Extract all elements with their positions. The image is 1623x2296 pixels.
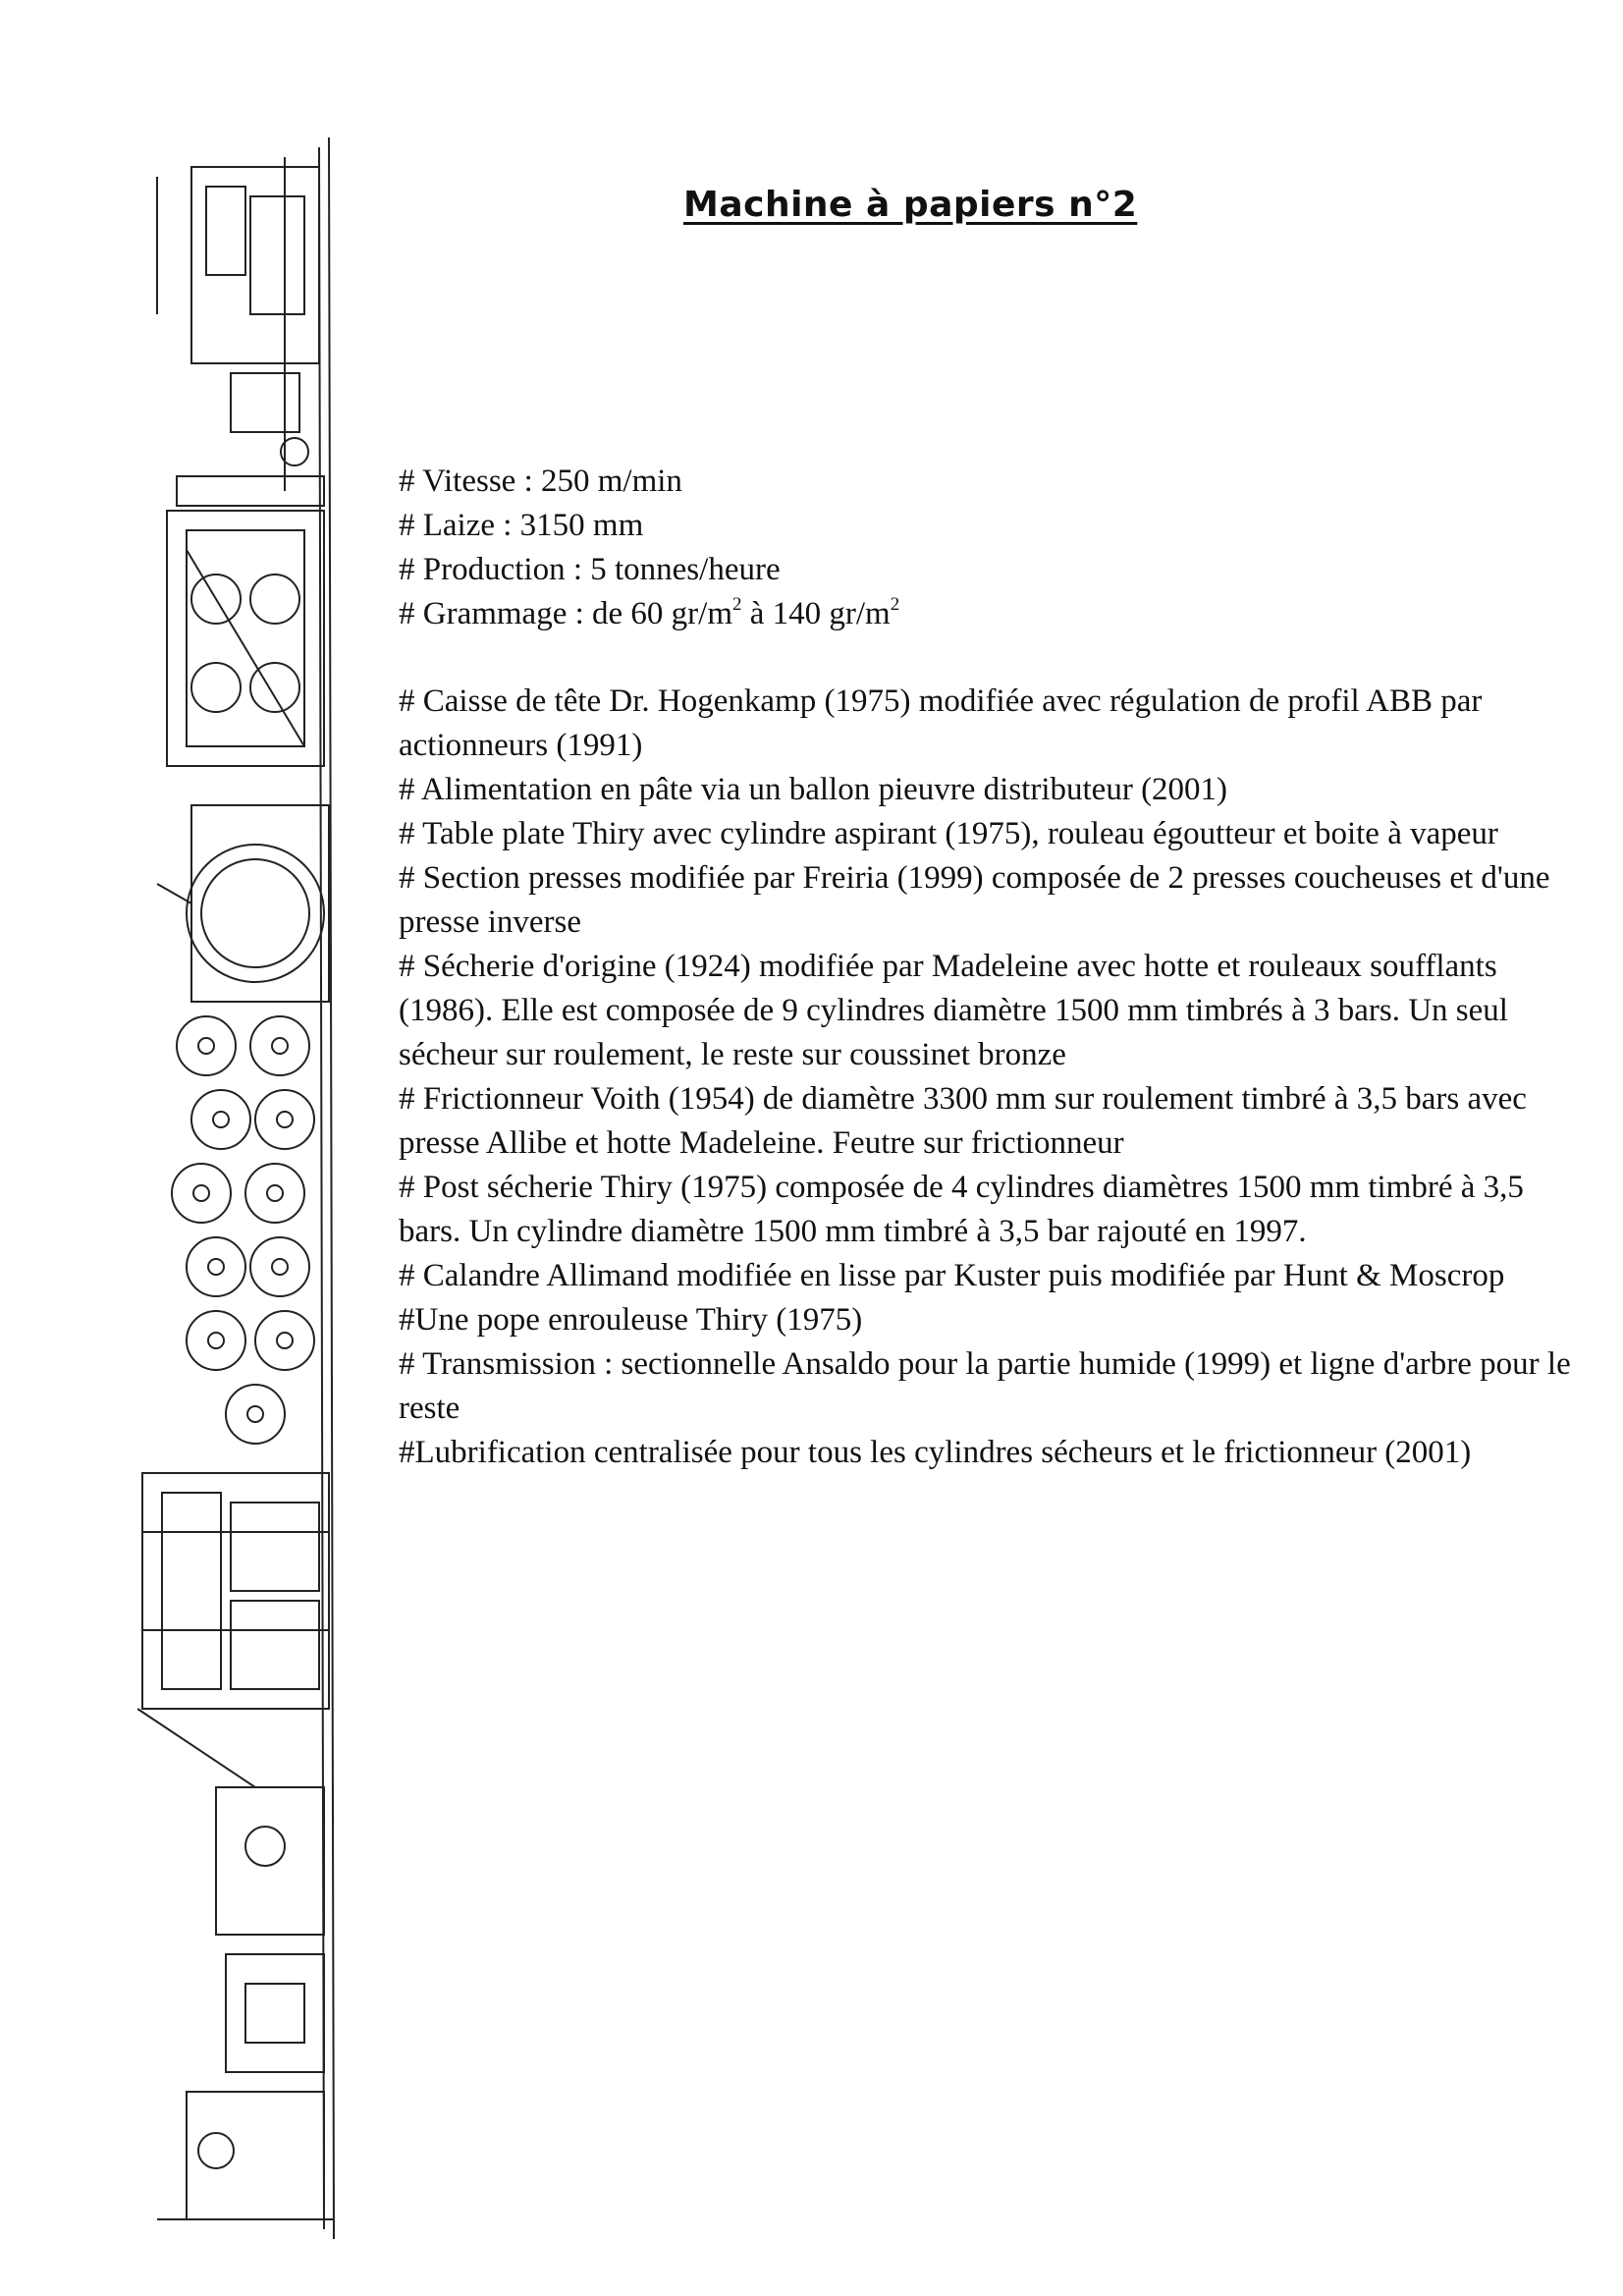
feature-calandre: # Calandre Allimand modifiée en lisse par Kuster puis modifiée par Hunt & Moscrop (399, 1258, 1505, 1293)
feature-section-presses: # Section presses modifiée par Freiria (1999) composée de 2 presses coucheuses et d'une presse inverse (399, 860, 1550, 940)
grammage-exponent-1: 2 (732, 594, 742, 615)
paper-machine-side-view-drawing-icon (137, 137, 344, 2239)
spec-laize: # Laize : 3150 mm (399, 508, 644, 543)
feature-table-plate: # Table plate Thiry avec cylindre aspirant (1975), rouleau égoutteur et boite à vapeur (399, 816, 1498, 851)
equipment-list (399, 680, 1587, 1475)
feature-transmission: # Transmission : sectionnelle Ansaldo pour la partie humide (1999) et ligne d'arbre pour le reste (399, 1346, 1571, 1426)
page-title: Machine à papiers n°2 (683, 185, 1138, 225)
feature-caisse-de-tete: # Caisse de tête Dr. Hogenkamp (1975) modifiée avec régulation de profil ABB par actionneurs (1991) (399, 683, 1483, 763)
feature-secherie: # Sécherie d'origine (1924) modifiée par Madeleine avec hotte et rouleaux soufflants (1986). Elle est composée de 9 cylindres diamètre 1500 mm timbrés à 3 bars. Un seul sécheur sur roulement, le reste sur coussinet bronze (399, 949, 1508, 1072)
feature-lubrification: #Lubrification centralisée pour tous les cylindres sécheurs et le frictionneur (2001) (399, 1435, 1472, 1470)
feature-post-secherie: # Post sécherie Thiry (1975) composée de 4 cylindres diamètres 1500 mm timbré à 3,5 bars. Un cylindre diamètre 1500 mm timbré à 3,5 bar rajouté en 1997. (399, 1170, 1524, 1249)
grammage-text-2: à 140 gr/m (741, 596, 891, 631)
feature-alimentation: # Alimentation en pâte via un ballon pieuvre distributeur (2001) (399, 772, 1228, 807)
spec-grammage (399, 592, 1577, 636)
feature-pope-enrouleuse: #Une pope enrouleuse Thiry (1975) (399, 1302, 863, 1338)
grammage-text-1: # Grammage : de 60 gr/m (399, 596, 732, 631)
specifications-list (399, 460, 1577, 636)
spec-production: # Production : 5 tonnes/heure (399, 552, 781, 587)
feature-frictionneur: # Frictionneur Voith (1954) de diamètre 3300 mm sur roulement timbré à 3,5 bars avec presse Allibe et hotte Madeleine. Feutre sur frictionneur (399, 1081, 1527, 1161)
spec-vitesse: # Vitesse : 250 m/min (399, 464, 682, 499)
grammage-exponent-2: 2 (890, 594, 900, 615)
